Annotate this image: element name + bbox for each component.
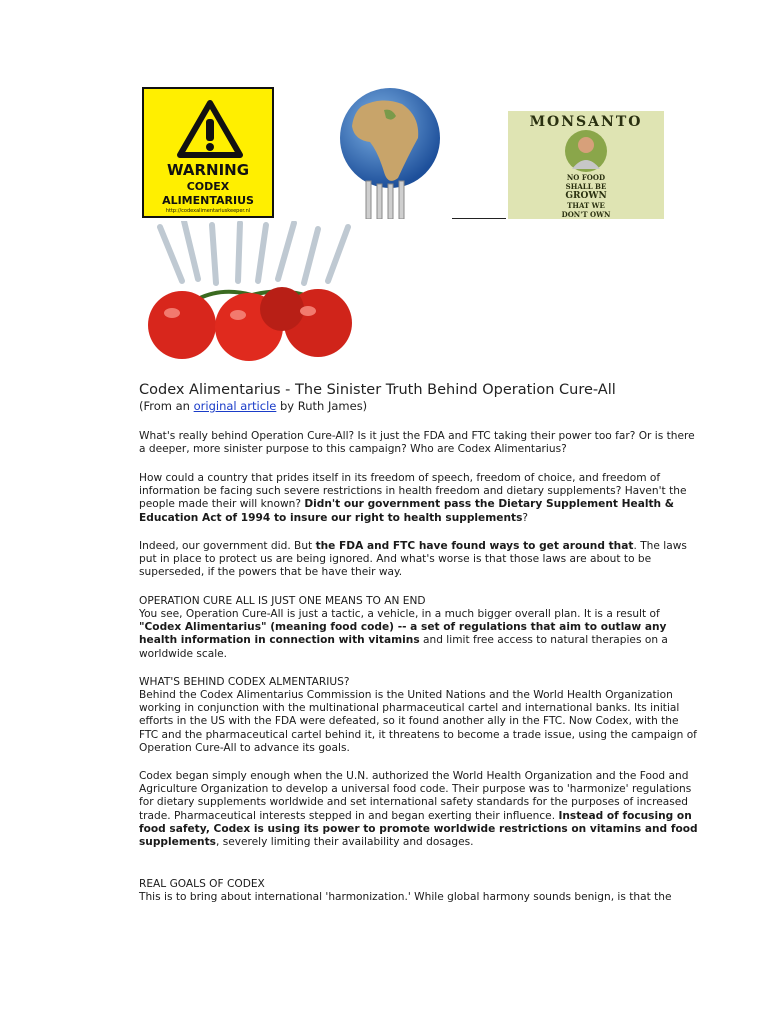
article-subtitle: (From an original article by Ruth James) [139, 399, 368, 413]
tomatoes-syringes-image [142, 221, 364, 364]
paragraph-1: What's really behind Operation Cure-All? Is it just the FDA and FTC taking their power too far? Or is there a deeper, more sinister purpose to this campaign? Who are Codex Alimentarius? [139, 430, 695, 456]
section-heading-3: REAL GOALS OF CODEX [139, 878, 265, 890]
section-heading-1: OPERATION CURE ALL IS JUST ONE MEANS TO AN END [139, 595, 426, 607]
monsanto-title: MONSANTO [529, 114, 643, 130]
monsanto-poster-image [508, 111, 664, 219]
monsanto-slogan: NO FOOD SHALL BE GROWN THAT WE DON'T OWN [561, 173, 611, 219]
warning-sign-image [142, 87, 274, 218]
globe-on-fork-image [322, 86, 454, 219]
portrait-icon [564, 129, 608, 173]
warning-triangle-icon [176, 99, 244, 159]
article-title: Codex Alimentarius - The Sinister Truth Behind Operation Cure-All [139, 382, 616, 398]
image-divider-line [452, 218, 506, 219]
paragraph-7: This is to bring about international 'harmonization.' While global harmony sounds benign, is that the [139, 891, 672, 903]
warning-url-text: http://codexalimentariuskeeper.nl [165, 208, 251, 214]
codex-text: CODEX ALIMENTARIUS [162, 180, 254, 207]
original-article-link[interactable]: original article [193, 399, 277, 413]
paragraph-3: Indeed, our government did. But the FDA and FTC have found ways to get around that. The laws put in place to protect us are being ignored. And what's worse is that those laws are about to be superseded, if the powers that be have their way. [139, 540, 687, 579]
paragraph-5: Behind the Codex Alimentarius Commission is the United Nations and the World Health Organization working in conjunction with the multinational pharmaceutical cartel and international banks. Its initial efforts in the US with the FDA were defeated, so it found another ally in the FTC. Now Codex, with the FTC and the pharmaceutical cartel behind it, it threatens to become a trade issue, using the campaign of Operation Cure-All to advance its goals. [139, 689, 697, 754]
paragraph-6: Codex began simply enough when the U.N. authorized the World Health Organization and the Food and Agriculture Organization to develop a universal food code. Their purpose was to 'harmonize' regulations for dietary supplements worldwide and set international safety standards for the purposes of increased trade. Pharmaceutical interests stepped in and began exerting their influence. Instead of focusing on food safety, Codex is using its power to promote worldwide restrictions on vitamins and food supplements, severely limiting their availability and dosages. [139, 770, 698, 849]
warning-text: WARNING [166, 161, 250, 179]
paragraph-4: You see, Operation Cure-All is just a tactic, a vehicle, in a much bigger overall plan. It is a result of "Codex Alimentarius" (meaning food code) -- a set of regulations that aim to outlaw any health information in connection with vitamins and limit free access to natural therapies on a worldwide scale. [139, 608, 668, 660]
paragraph-2: How could a country that prides itself in its freedom of speech, freedom of choice, and freedom of information be facing such severe restrictions in health freedom and dietary supplements? Haven't the people made their will known? Didn't our government pass the Dietary Supplement Health & Education Act of 1994 to insure our right to health supplements? [139, 472, 687, 524]
section-heading-2: WHAT'S BEHIND CODEX ALMENTARIUS? [139, 676, 350, 688]
